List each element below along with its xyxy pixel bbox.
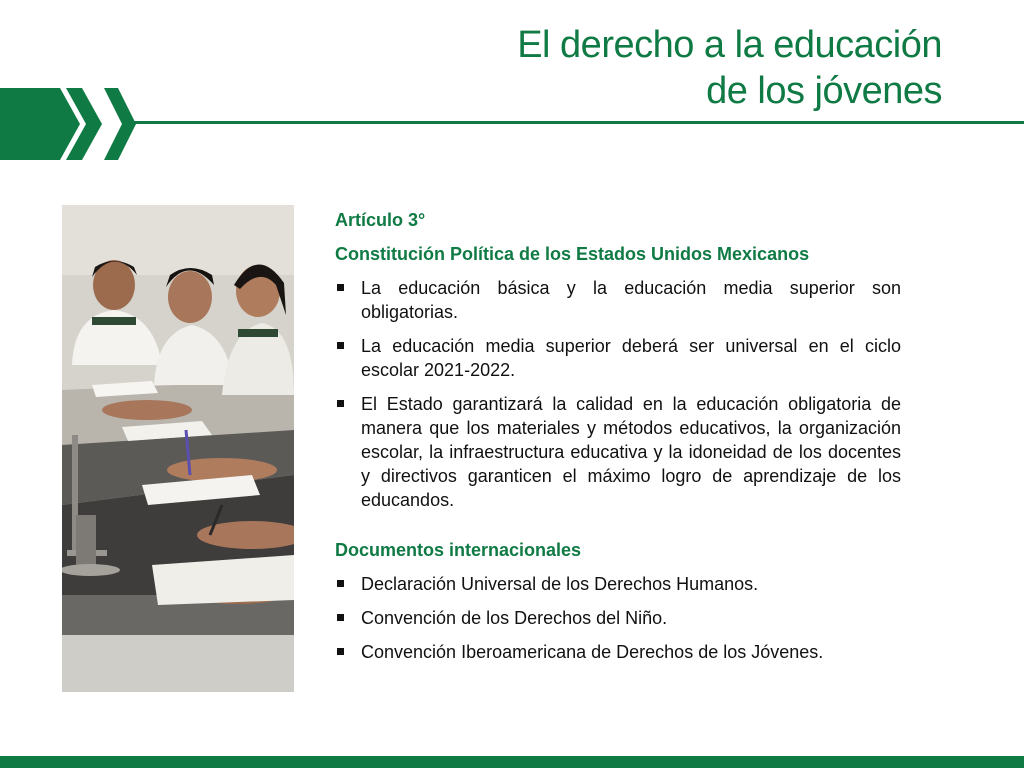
header-chevron-decoration <box>0 86 1024 162</box>
list-item: La educación media superior deberá ser universal en el ciclo escolar 2021-2022. <box>335 334 901 382</box>
header-green-block <box>0 88 80 160</box>
constitution-bullet-list <box>335 276 901 512</box>
students-classroom-photo <box>62 205 294 692</box>
article-heading: Artículo 3° <box>335 210 426 230</box>
list-item: El Estado garantizará la calidad en la educación obligatoria de manera que los materiales y métodos educativos, la organización escolar, la infraestructura educativa y la idoneidad de los docentes y directivos garanticen el máximo logro de aprendizaje de los educandos. <box>335 392 901 512</box>
footer-green-bar <box>0 756 1024 768</box>
header-chevron-2 <box>104 88 136 160</box>
list-item: Convención Iberoamericana de Derechos de los Jóvenes. <box>335 640 901 664</box>
list-item: Convención de los Derechos del Niño. <box>335 606 901 630</box>
international-documents-list <box>335 572 901 664</box>
slide-content <box>335 208 901 674</box>
list-item: La educación básica y la educación media superior son obligatorias. <box>335 276 901 324</box>
international-documents-heading: Documentos internacionales <box>335 540 582 560</box>
slide-title-line-1: El derecho a la educación <box>517 24 942 66</box>
header-rule-line <box>132 121 1024 124</box>
constitution-heading: Constitución Política de los Estados Unidos Mexicanos <box>335 244 810 264</box>
list-item: Declaración Universal de los Derechos Humanos. <box>335 572 901 596</box>
slide-title-line-2: de los jóvenes <box>706 70 942 112</box>
